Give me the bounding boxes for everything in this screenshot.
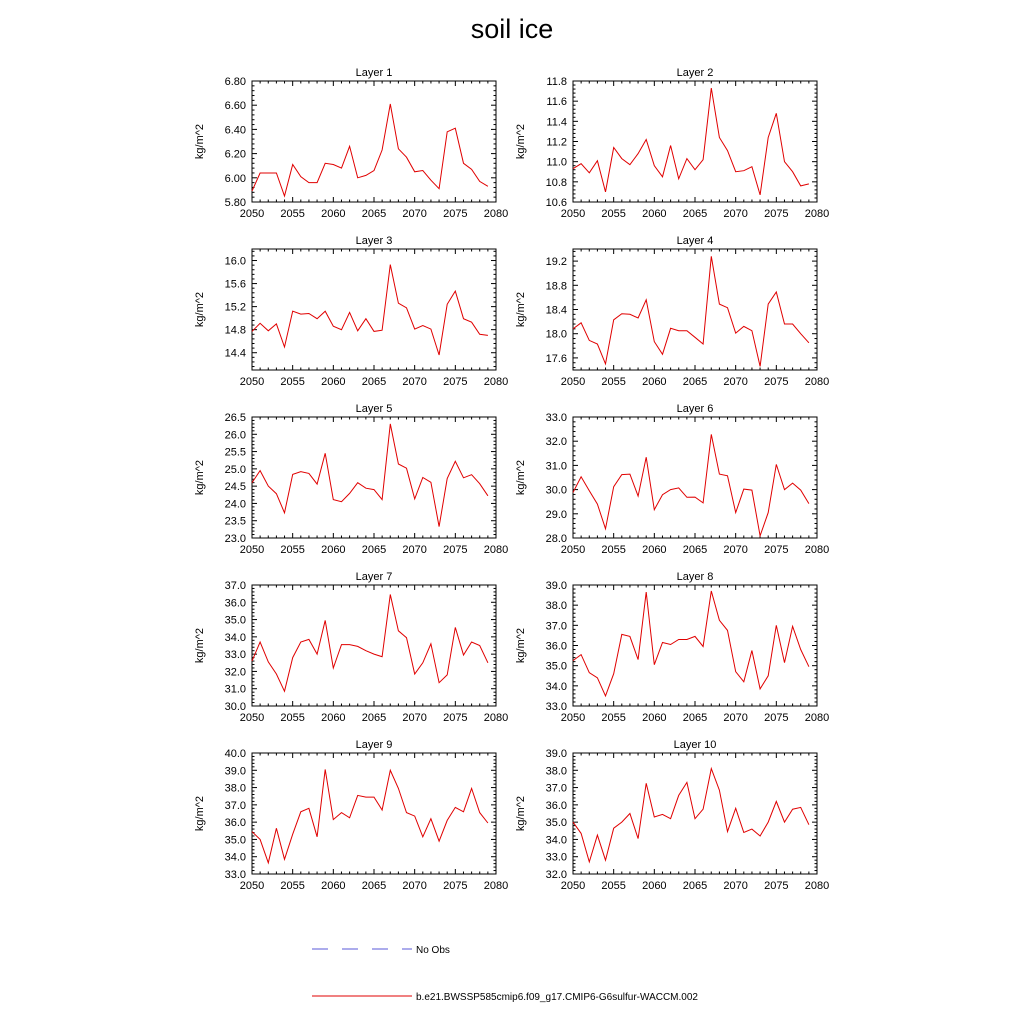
x-tick-label: 2065 (361, 208, 387, 220)
y-axis-label: kg/m^2 (194, 627, 206, 664)
plot-frame (573, 753, 817, 874)
y-tick-label: 38.0 (224, 782, 246, 795)
plot-frame (252, 81, 496, 202)
y-tick-label: 36.0 (224, 597, 246, 610)
y-tick-label: 39.0 (545, 580, 567, 592)
y-tick-label: 34.0 (545, 834, 567, 847)
x-tick-label: 2075 (764, 880, 789, 892)
x-tick-label: 2055 (601, 880, 626, 892)
y-tick-label: 5.80 (224, 197, 246, 209)
x-tick-label: 2055 (601, 544, 626, 556)
panel-title: Layer 10 (673, 739, 717, 751)
x-tick-label: 2080 (804, 376, 830, 388)
x-tick-label: 2070 (402, 712, 427, 724)
y-tick-label: 34.0 (545, 680, 567, 693)
x-tick-label: 2070 (723, 376, 748, 388)
x-tick-label: 2065 (361, 880, 387, 892)
panel-title: Layer 1 (355, 67, 393, 79)
y-tick-label: 36.0 (545, 799, 567, 812)
x-tick-label: 2055 (601, 208, 626, 220)
y-tick-label: 25.5 (224, 446, 246, 459)
panel-layer-2 (515, 67, 829, 220)
y-tick-label: 31.0 (224, 683, 246, 696)
panel-title: Layer 3 (355, 235, 393, 247)
y-axis-label: kg/m^2 (515, 459, 527, 496)
x-tick-label: 2070 (402, 880, 427, 892)
y-tick-label: 17.6 (545, 352, 567, 365)
x-tick-label: 2050 (239, 544, 265, 556)
y-axis-label: kg/m^2 (515, 291, 527, 328)
x-tick-label: 2070 (723, 712, 748, 724)
y-axis-label: kg/m^2 (194, 291, 206, 328)
y-tick-label: 33.0 (545, 412, 567, 424)
y-tick-label: 18.0 (545, 328, 567, 341)
x-tick-label: 2075 (443, 712, 468, 724)
x-tick-label: 2080 (483, 880, 509, 892)
panel-layer-10 (515, 739, 829, 892)
y-tick-label: 30.0 (224, 701, 246, 713)
x-tick-label: 2050 (239, 712, 265, 724)
y-tick-label: 15.2 (224, 301, 246, 314)
y-tick-label: 36.0 (224, 817, 246, 830)
series-line (252, 424, 488, 527)
x-tick-label: 2065 (682, 712, 708, 724)
series-line (573, 256, 809, 366)
x-tick-label: 2065 (361, 376, 387, 388)
panel-title: Layer 8 (676, 571, 714, 583)
plot-frame (252, 753, 496, 874)
panel-title: Layer 6 (676, 403, 714, 415)
x-tick-label: 2050 (239, 208, 265, 220)
series-line (573, 769, 809, 862)
x-tick-label: 2050 (560, 712, 586, 724)
y-tick-label: 10.8 (545, 176, 567, 189)
panel-title: Layer 7 (355, 571, 393, 583)
x-tick-label: 2065 (682, 880, 708, 892)
x-tick-label: 2055 (280, 544, 305, 556)
x-tick-label: 2060 (642, 376, 667, 388)
y-tick-label: 35.0 (224, 614, 246, 627)
x-tick-label: 2070 (402, 208, 427, 220)
y-tick-label: 29.0 (545, 508, 567, 521)
y-tick-label: 25.0 (224, 463, 246, 476)
series-line (252, 595, 488, 692)
figure-title: soil ice (470, 14, 554, 44)
panel-layer-3 (194, 235, 508, 388)
y-tick-label: 19.2 (545, 256, 567, 269)
x-tick-label: 2055 (601, 712, 626, 724)
x-tick-label: 2050 (560, 208, 586, 220)
x-tick-label: 2075 (764, 208, 789, 220)
x-tick-label: 2060 (321, 712, 346, 724)
panel-title: Layer 5 (355, 403, 393, 415)
y-tick-label: 33.0 (224, 869, 246, 881)
x-tick-label: 2060 (321, 544, 346, 556)
x-tick-label: 2050 (560, 880, 586, 892)
y-axis-label: kg/m^2 (194, 795, 206, 832)
legend-obs-label: No Obs (416, 945, 450, 956)
y-axis-label: kg/m^2 (194, 459, 206, 496)
x-tick-label: 2065 (682, 376, 708, 388)
y-tick-label: 16.0 (224, 255, 246, 268)
x-tick-label: 2050 (239, 376, 265, 388)
panel-title: Layer 2 (676, 67, 714, 79)
y-tick-label: 39.0 (224, 765, 246, 778)
y-tick-label: 32.0 (224, 666, 246, 679)
panel-layer-9 (194, 739, 508, 892)
x-tick-label: 2050 (560, 544, 586, 556)
y-tick-label: 14.4 (224, 347, 246, 360)
panel-title: Layer 4 (676, 235, 714, 247)
y-tick-label: 37.0 (545, 620, 567, 633)
x-tick-label: 2080 (483, 376, 509, 388)
y-tick-label: 35.0 (545, 660, 567, 673)
series-line (573, 434, 809, 535)
y-tick-label: 30.0 (545, 484, 567, 497)
y-tick-label: 24.0 (224, 498, 246, 511)
x-tick-label: 2075 (443, 208, 468, 220)
x-tick-label: 2070 (723, 880, 748, 892)
x-tick-label: 2070 (402, 544, 427, 556)
series-line (252, 104, 488, 196)
y-tick-label: 32.0 (545, 436, 567, 449)
y-tick-label: 6.40 (224, 124, 246, 137)
y-tick-label: 33.0 (545, 701, 567, 713)
x-tick-label: 2055 (280, 376, 305, 388)
x-tick-label: 2055 (601, 376, 626, 388)
y-tick-label: 31.0 (545, 460, 567, 473)
x-tick-label: 2080 (804, 208, 830, 220)
y-tick-label: 24.5 (224, 481, 246, 494)
x-tick-label: 2080 (804, 712, 830, 724)
y-tick-label: 18.8 (545, 280, 567, 293)
y-tick-label: 37.0 (545, 782, 567, 795)
y-tick-label: 37.0 (224, 580, 246, 592)
y-axis-label: kg/m^2 (515, 795, 527, 832)
y-tick-label: 10.6 (545, 197, 567, 209)
plot-frame (252, 417, 496, 538)
y-tick-label: 6.60 (224, 100, 246, 113)
y-tick-label: 33.0 (224, 649, 246, 662)
x-tick-label: 2080 (483, 712, 509, 724)
series-line (252, 769, 488, 862)
panel-layer-8 (515, 571, 829, 724)
y-tick-label: 28.0 (545, 533, 567, 545)
x-tick-label: 2065 (361, 544, 387, 556)
x-tick-label: 2080 (483, 544, 509, 556)
x-tick-label: 2075 (443, 544, 468, 556)
y-tick-label: 6.20 (224, 148, 246, 161)
y-tick-label: 34.0 (224, 851, 246, 864)
x-tick-label: 2075 (764, 544, 789, 556)
y-axis-label: kg/m^2 (194, 123, 206, 160)
x-tick-label: 2080 (804, 544, 830, 556)
x-tick-label: 2065 (361, 712, 387, 724)
x-tick-label: 2050 (560, 376, 586, 388)
x-tick-label: 2060 (321, 880, 346, 892)
series-line (573, 591, 809, 696)
x-tick-label: 2065 (682, 208, 708, 220)
y-tick-label: 14.8 (224, 324, 246, 337)
y-tick-label: 39.0 (545, 748, 567, 760)
y-tick-label: 6.00 (224, 172, 246, 185)
y-tick-label: 32.0 (545, 869, 567, 881)
y-tick-label: 26.5 (224, 412, 246, 424)
series-line (252, 265, 488, 355)
x-tick-label: 2080 (483, 208, 509, 220)
y-tick-label: 15.6 (224, 278, 246, 291)
x-tick-label: 2060 (321, 376, 346, 388)
y-tick-label: 38.0 (545, 765, 567, 778)
x-tick-label: 2055 (280, 208, 305, 220)
y-tick-label: 35.0 (545, 817, 567, 830)
series-line (573, 88, 809, 195)
panel-title: Layer 9 (355, 739, 393, 751)
y-tick-label: 23.0 (224, 533, 246, 545)
panel-layer-5 (194, 403, 508, 556)
x-tick-label: 2060 (642, 208, 667, 220)
y-tick-label: 37.0 (224, 799, 246, 812)
x-tick-label: 2070 (723, 544, 748, 556)
x-tick-label: 2070 (402, 376, 427, 388)
legend-model-label: b.e21.BWSSP585cmip6.f09_g17.CMIP6-G6sulfur-WACCM.002 (416, 992, 698, 1003)
x-tick-label: 2055 (280, 880, 305, 892)
y-tick-label: 11.6 (546, 96, 567, 109)
plot-frame (252, 249, 496, 370)
x-tick-label: 2075 (764, 712, 789, 724)
panel-layer-6 (515, 403, 829, 556)
y-tick-label: 34.0 (224, 631, 246, 644)
x-tick-label: 2055 (280, 712, 305, 724)
y-tick-label: 11.0 (546, 156, 567, 169)
y-tick-label: 18.4 (545, 304, 567, 317)
x-tick-label: 2075 (443, 376, 468, 388)
y-tick-label: 38.0 (545, 600, 567, 613)
legend (312, 945, 698, 1003)
y-tick-label: 11.4 (546, 116, 567, 129)
x-tick-label: 2060 (642, 880, 667, 892)
x-tick-label: 2060 (642, 544, 667, 556)
plot-frame (573, 81, 817, 202)
y-tick-label: 11.8 (546, 76, 567, 88)
y-tick-label: 6.80 (224, 76, 246, 88)
x-tick-label: 2075 (443, 880, 468, 892)
x-tick-label: 2075 (764, 376, 789, 388)
x-tick-label: 2080 (804, 880, 830, 892)
y-tick-label: 11.2 (546, 136, 567, 149)
x-tick-label: 2050 (239, 880, 265, 892)
y-axis-label: kg/m^2 (515, 627, 527, 664)
y-tick-label: 40.0 (224, 748, 246, 760)
panel-layer-4 (515, 235, 829, 388)
x-tick-label: 2060 (642, 712, 667, 724)
y-axis-label: kg/m^2 (515, 123, 527, 160)
panel-layer-1 (194, 67, 508, 220)
y-tick-label: 36.0 (545, 640, 567, 653)
y-tick-label: 33.0 (545, 851, 567, 864)
plot-frame (252, 585, 496, 706)
panel-layer-7 (194, 571, 508, 724)
x-tick-label: 2070 (723, 208, 748, 220)
y-tick-label: 23.5 (224, 515, 246, 528)
y-tick-label: 26.0 (224, 429, 246, 442)
x-tick-label: 2065 (682, 544, 708, 556)
x-tick-label: 2060 (321, 208, 346, 220)
y-tick-label: 35.0 (224, 834, 246, 847)
